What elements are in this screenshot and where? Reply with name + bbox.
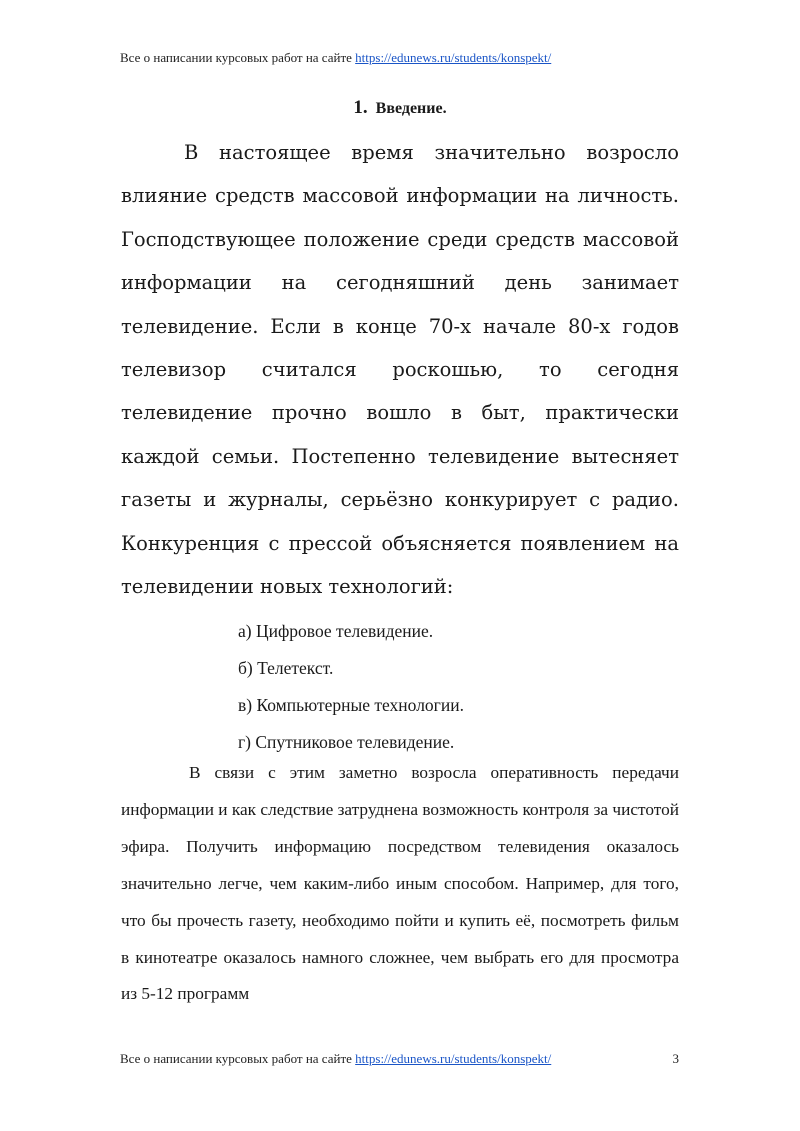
page-footer: [120, 1051, 679, 1067]
list-item: б) Телетекст.: [238, 658, 334, 678]
list-item: г) Спутниковое телевидение.: [238, 732, 455, 752]
page-header: [120, 50, 551, 66]
intro-paragraph: [121, 131, 679, 608]
page-number: 3: [672, 1051, 679, 1066]
section-number: 1.: [353, 97, 368, 118]
technology-list: [238, 613, 464, 761]
header-text: Все о написании курсовых работ на сайте: [120, 50, 356, 65]
list-item: в) Компьютерные технологии.: [238, 695, 464, 715]
footer-text: Все о написании курсовых работ на сайте: [120, 1051, 356, 1066]
body-paragraph: [121, 755, 679, 1013]
section-heading: [0, 97, 800, 119]
intro-paragraph-text: В настоящее время значительно возросло влияние средств массовой информации на личность. Господствующее положение среди средств массовой информации на сегодняшний день занимает телевидение. Если в конце 70-х начале 80-х годов телевизор считался роскошью, то сегодня телевидение прочно вошло в быт, практически каждой семьи. Постепенно телевидение вытесняет газеты и журналы, серьёзно конкурирует с радио. Конкуренция с прессой объясняется появлением на телевидении новых технологий:: [121, 141, 679, 599]
list-item: а) Цифровое телевидение.: [238, 621, 434, 641]
body-paragraph-text: В связи с этим заметно возросла оперативность передачи информации и как следствие затруднена возможность контроля за чистотой эфира. Получить информацию посредством телевидения оказалось значительно легче, чем каким-либо иным способом. Например, для того, что бы прочесть газету, необходимо пойти и купить её, посмотреть фильм в кинотеатре оказалось намного сложнее, чем выбрать его для просмотра из 5-12 программ: [121, 763, 679, 1004]
header-link[interactable]: https://edunews.ru/students/konspekt/: [355, 50, 552, 65]
footer-link[interactable]: https://edunews.ru/students/konspekt/: [355, 1051, 552, 1066]
section-title: Введение.: [375, 100, 447, 117]
